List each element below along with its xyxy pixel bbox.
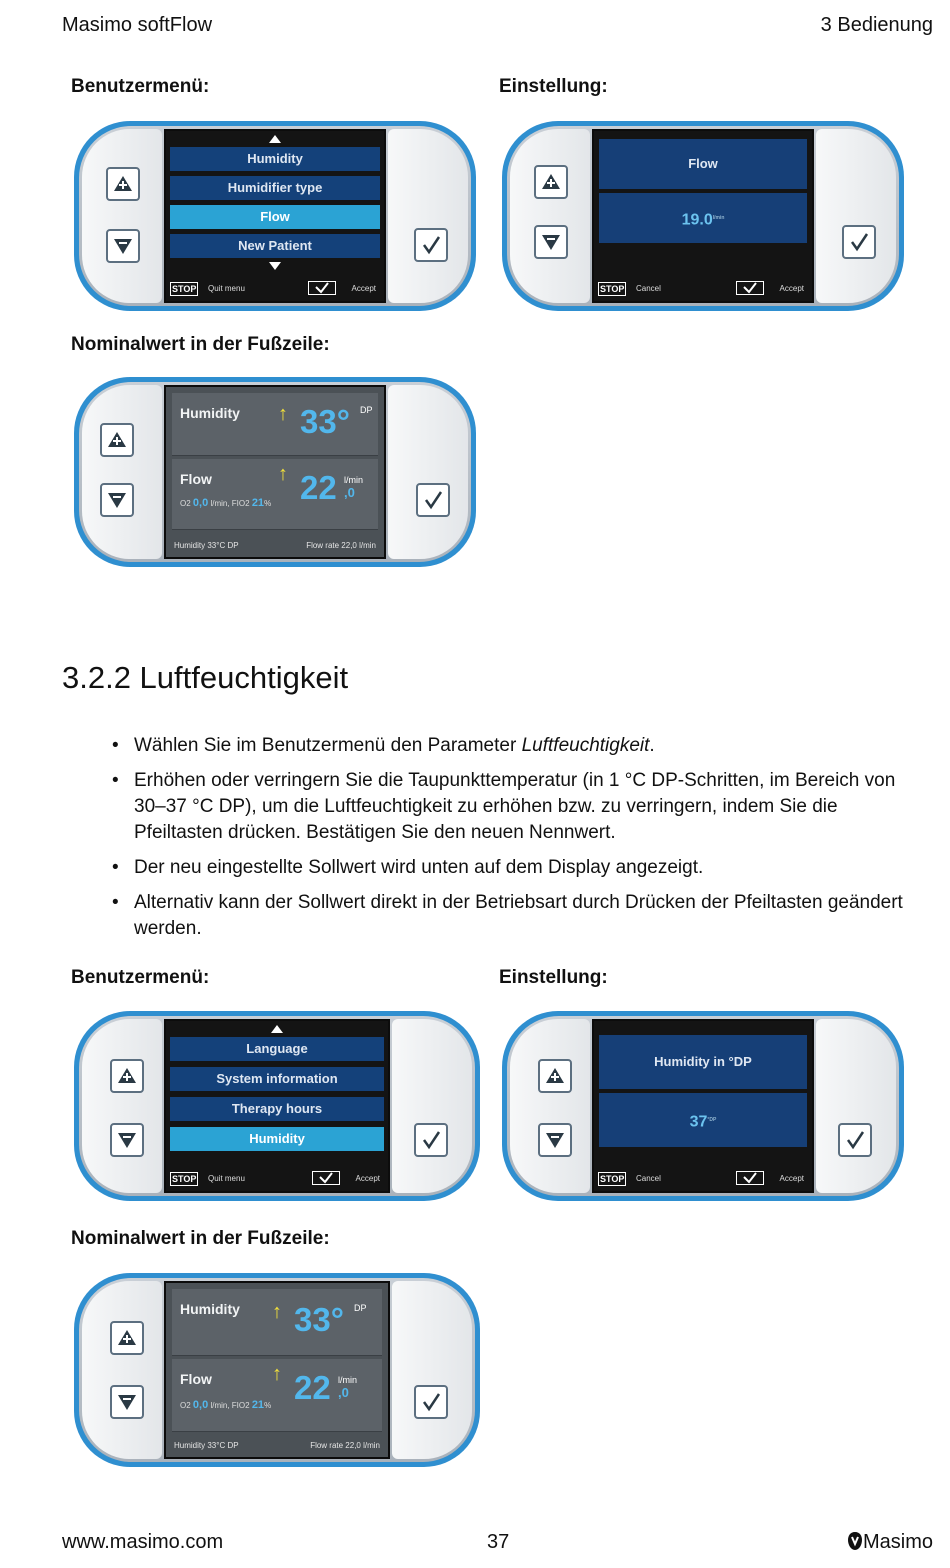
- humidity-value: 33°: [294, 1301, 344, 1338]
- minus-key[interactable]: [110, 1123, 144, 1157]
- menu-item-language[interactable]: Language: [170, 1037, 384, 1061]
- list-item: • Wählen Sie im Benutzermenü den Parameter Luftfeuchtigkeit.: [108, 733, 908, 759]
- flow-decimal: ,0: [338, 1385, 349, 1400]
- device-setting-humidity: [502, 1011, 904, 1201]
- device-user-menu-flow: [74, 121, 476, 311]
- caption-setting-1: Einstellung:: [499, 76, 608, 97]
- flow-value: 22: [294, 1369, 331, 1406]
- accept-check-icon: [736, 1171, 764, 1185]
- scroll-up-icon: [269, 135, 281, 143]
- setting-screen: [592, 129, 814, 303]
- header-title: Masimo softFlow: [62, 14, 213, 36]
- footer-flow-setpoint: Flow rate 22,0 l/min: [310, 1441, 380, 1450]
- minus-key[interactable]: [106, 229, 140, 263]
- menu-item-therapy-hours[interactable]: Therapy hours: [170, 1097, 384, 1121]
- setting-screen: [592, 1019, 814, 1193]
- caption-user-menu-1: Benutzermenü:: [71, 76, 210, 97]
- confirm-key[interactable]: [414, 1385, 448, 1419]
- humidity-unit: DP: [360, 405, 373, 415]
- menu-screen: [164, 1019, 390, 1193]
- trend-up-arrow-icon: ↑: [272, 1301, 282, 1323]
- cancel-label: Cancel: [636, 284, 661, 293]
- accept-label: Accept: [355, 1174, 380, 1183]
- nominal-screen: [164, 1281, 390, 1459]
- confirm-key[interactable]: [416, 483, 450, 517]
- menu-item-humidity[interactable]: Humidity: [170, 147, 380, 171]
- flow-label: Flow: [180, 471, 212, 487]
- flow-label: Flow: [180, 1371, 212, 1387]
- masimo-logo-icon: [847, 1531, 863, 1551]
- plus-key[interactable]: [106, 167, 140, 201]
- setting-unit: °DP: [707, 1117, 717, 1123]
- quit-menu-label: Quit menu: [208, 1174, 245, 1183]
- o2-fio2-line: O2 0,0 l/min, FIO2 21%: [180, 1399, 272, 1411]
- accept-label: Accept: [351, 284, 376, 293]
- menu-item-humidifier-type[interactable]: Humidifier type: [170, 176, 380, 200]
- caption-user-menu-2: Benutzermenü:: [71, 967, 210, 988]
- confirm-key[interactable]: [414, 1123, 448, 1157]
- plus-key[interactable]: [100, 423, 134, 457]
- plus-key[interactable]: [110, 1059, 144, 1093]
- trend-up-arrow-icon: ↑: [278, 403, 288, 425]
- footer-humidity-setpoint: Humidity 33°C DP: [174, 541, 239, 550]
- trend-up-arrow-icon: ↑: [278, 463, 288, 485]
- footer-humidity-setpoint: Humidity 33°C DP: [174, 1441, 239, 1450]
- scroll-up-icon: [271, 1025, 283, 1033]
- menu-item-new-patient[interactable]: New Patient: [170, 234, 380, 258]
- flow-unit: l/min: [338, 1375, 358, 1385]
- plus-key[interactable]: [534, 165, 568, 199]
- quit-menu-label: Quit menu: [208, 284, 245, 293]
- accept-check-icon: [308, 281, 336, 295]
- flow-unit: l/min: [344, 475, 364, 485]
- setting-value-box: [599, 1093, 807, 1147]
- footer-flow-setpoint: Flow rate 22,0 l/min: [306, 541, 376, 550]
- plus-key[interactable]: [110, 1321, 144, 1355]
- humidity-panel: [172, 1289, 382, 1356]
- stop-key-label: STOP: [600, 1174, 625, 1184]
- humidity-panel: [172, 393, 378, 456]
- device-setting-flow: [502, 121, 904, 311]
- confirm-key[interactable]: [842, 225, 876, 259]
- humidity-label: Humidity: [180, 1301, 240, 1317]
- list-item: • Alternativ kann der Sollwert direkt in der Betriebsart durch Drücken der Pfeiltasten geändert werden.: [108, 890, 908, 942]
- menu-item-system-information[interactable]: System information: [170, 1067, 384, 1091]
- footer-url[interactable]: www.masimo.com: [62, 1531, 224, 1553]
- scroll-down-icon: [269, 262, 281, 270]
- header-chapter: 3 Bedienung: [820, 14, 933, 36]
- caption-setting-2: Einstellung:: [499, 967, 608, 988]
- footer-brand: Masimo: [847, 1531, 933, 1554]
- menu-item-humidity[interactable]: Humidity: [170, 1127, 384, 1151]
- list-item: • Erhöhen oder verringern Sie die Taupunkttemperatur (in 1 °C DP-Schritten, im Bereich von 30–37 °C DP), um die Luftfeuchtigkeit zu erhöhen bzw. zu verringern, indem Sie die Pfeiltasten drücken. Bestätigen Sie den neuen Nennwert.: [108, 768, 908, 846]
- device-nominal-footer-1: [74, 377, 476, 567]
- flow-panel: [172, 1359, 382, 1432]
- humidity-value: 33°: [300, 403, 350, 440]
- setting-label: Flow: [599, 139, 807, 189]
- flow-value: 22: [300, 469, 337, 506]
- stop-key-label: STOP: [172, 1174, 197, 1184]
- o2-fio2-line: O2 0,0 l/min, FIO2 21%: [180, 497, 272, 509]
- device-user-menu-humidity: [74, 1011, 480, 1201]
- humidity-unit: DP: [354, 1303, 367, 1313]
- section-title: 3.2.2 Luftfeuchtigkeit: [62, 660, 349, 695]
- setting-unit: l/min: [712, 215, 725, 221]
- minus-key[interactable]: [100, 483, 134, 517]
- stop-key-label: STOP: [600, 284, 625, 294]
- caption-nominal-2: Nominalwert in der Fußzeile:: [71, 1228, 330, 1249]
- instruction-list: [108, 733, 908, 951]
- confirm-key[interactable]: [838, 1123, 872, 1157]
- minus-key[interactable]: [534, 225, 568, 259]
- setting-label: Humidity in °DP: [599, 1035, 807, 1089]
- minus-key[interactable]: [538, 1123, 572, 1157]
- page-number: 37: [487, 1531, 510, 1553]
- list-item: • Der neu eingestellte Sollwert wird unten auf dem Display angezeigt.: [108, 855, 908, 881]
- accept-label: Accept: [779, 284, 804, 293]
- plus-key[interactable]: [538, 1059, 572, 1093]
- setting-value: 19.0: [681, 211, 713, 229]
- minus-key[interactable]: [110, 1385, 144, 1419]
- flow-panel: [172, 459, 378, 530]
- flow-decimal: ,0: [344, 485, 355, 500]
- nominal-footer: [172, 539, 378, 553]
- cancel-label: Cancel: [636, 1174, 661, 1183]
- nominal-screen: [164, 385, 386, 559]
- confirm-key[interactable]: [414, 228, 448, 262]
- nominal-footer: [172, 1439, 382, 1453]
- accept-check-icon: [736, 281, 764, 295]
- setting-value: 37: [689, 1113, 708, 1131]
- accept-label: Accept: [779, 1174, 804, 1183]
- device-nominal-footer-2: [74, 1273, 480, 1467]
- stop-key-label: STOP: [172, 284, 197, 294]
- humidity-label: Humidity: [180, 405, 240, 421]
- menu-item-flow[interactable]: Flow: [170, 205, 380, 229]
- menu-screen: [164, 129, 386, 303]
- accept-check-icon: [312, 1171, 340, 1185]
- caption-nominal-1: Nominalwert in der Fußzeile:: [71, 334, 330, 355]
- setting-value-box: [599, 193, 807, 243]
- trend-up-arrow-icon: ↑: [272, 1363, 282, 1385]
